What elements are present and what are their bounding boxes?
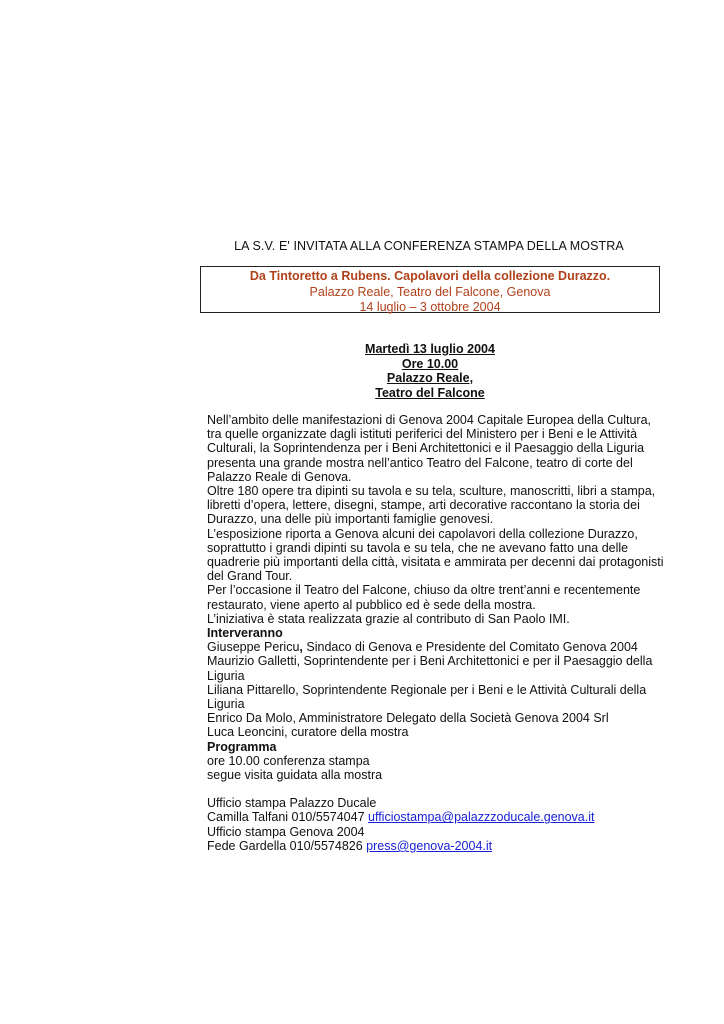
- event-place-line1: Palazzo Reale,: [386, 371, 474, 385]
- programme-item: segue visita guidata alla mostra: [207, 768, 383, 783]
- exhibition-dates: 14 luglio – 3 ottobre 2004: [359, 300, 501, 314]
- speaker-line: Enrico Da Molo, Amministratore Delegato della Società Genova 2004 Srl: [207, 711, 609, 726]
- speaker-role: Sindaco di Genova e Presidente del Comitato Genova 2004: [302, 640, 638, 655]
- speaker-name: Giuseppe Pericu: [207, 640, 300, 655]
- exhibition-title: Da Tintoretto a Rubens. Capolavori della collezione Durazzo.: [249, 269, 611, 283]
- speaker-line: Maurizio Galletti, Soprintendente per i Beni Architettonici e per il Paesaggio della Liguria: [207, 654, 653, 683]
- invitation-heading: LA S.V. E' INVITATA ALLA CONFERENZA STAMPA DELLA MOSTRA: [234, 239, 624, 253]
- contact-person-2: Fede Gardella 010/5574826: [207, 838, 367, 853]
- event-details: [330, 342, 530, 400]
- contact-line-2: [207, 839, 667, 853]
- email-link-2[interactable]: press@genova-2004.it: [366, 838, 493, 853]
- speaker-line: [207, 640, 667, 654]
- speaker-line: Luca Leoncini, curatore della mostra: [207, 725, 409, 740]
- exhibition-venue: Palazzo Reale, Teatro del Falcone, Genova: [309, 284, 551, 299]
- event-time: Ore 10.00: [401, 356, 459, 371]
- exhibition-box: [200, 266, 660, 313]
- paragraph: Oltre 180 opere tra dipinti su tavola e su tela, sculture, manoscritti, libri a stampa, libretti d’opera, lettere, disegni, stampe, arti decorative raccontano la storia dei Durazzo, una delle più importanti famiglie genovesi.: [207, 484, 656, 527]
- event-date: Martedì 13 luglio 2004: [365, 342, 495, 356]
- paragraph: Per l’occasione il Teatro del Falcone, chiuso da oltre trent’anni e recentemente restaurato, viene aperto al pubblico ed è sede della mostra.: [207, 583, 641, 612]
- contact-line-1: [207, 810, 667, 824]
- email-link-1[interactable]: ufficiostampa@palazzzoducale.genova.it: [368, 810, 595, 825]
- event-place-line2: Teatro del Falcone: [375, 385, 485, 400]
- press-office-2: Ufficio stampa Genova 2004: [207, 824, 365, 839]
- paragraph: Nell’ambito delle manifestazioni di Genova 2004 Capitale Europea della Cultura, tra quelle organizzate dagli istituti periferici del Ministero per i Beni e le Attività Culturali, la Soprintendenza per i Beni Architettonici e il Paesaggio della Liguria presenta una grande mostra nell’antico Teatro del Falcone, teatro di corte del Palazzo Reale di Genova.: [207, 413, 652, 484]
- spacer: [207, 782, 667, 796]
- press-office-1: Ufficio stampa Palazzo Ducale: [207, 796, 377, 811]
- programme-heading: Programma: [207, 739, 277, 754]
- programme-item: ore 10.00 conferenza stampa: [207, 753, 370, 768]
- speakers-heading: Interveranno: [207, 626, 283, 641]
- paragraph: L’iniziativa è stata realizzata grazie al contributo di San Paolo IMI.: [207, 611, 570, 626]
- contact-person-1: Camilla Talfani 010/5574047: [207, 810, 368, 825]
- paragraph: L’esposizione riporta a Genova alcuni dei capolavori della collezione Durazzo, soprattutto i grandi dipinti su tavola e su tela, che ne avevano fatto una delle quadrerie più importanti della città, visitata e ammirata per decenni dai protagonisti del Grand Tour.: [207, 526, 664, 584]
- speaker-line: Liliana Pittarello, Soprintendente Regionale per i Beni e le Attività Culturali della Liguria: [207, 682, 647, 712]
- speaker-separator: ,: [299, 640, 303, 655]
- press-release-body: [207, 413, 667, 853]
